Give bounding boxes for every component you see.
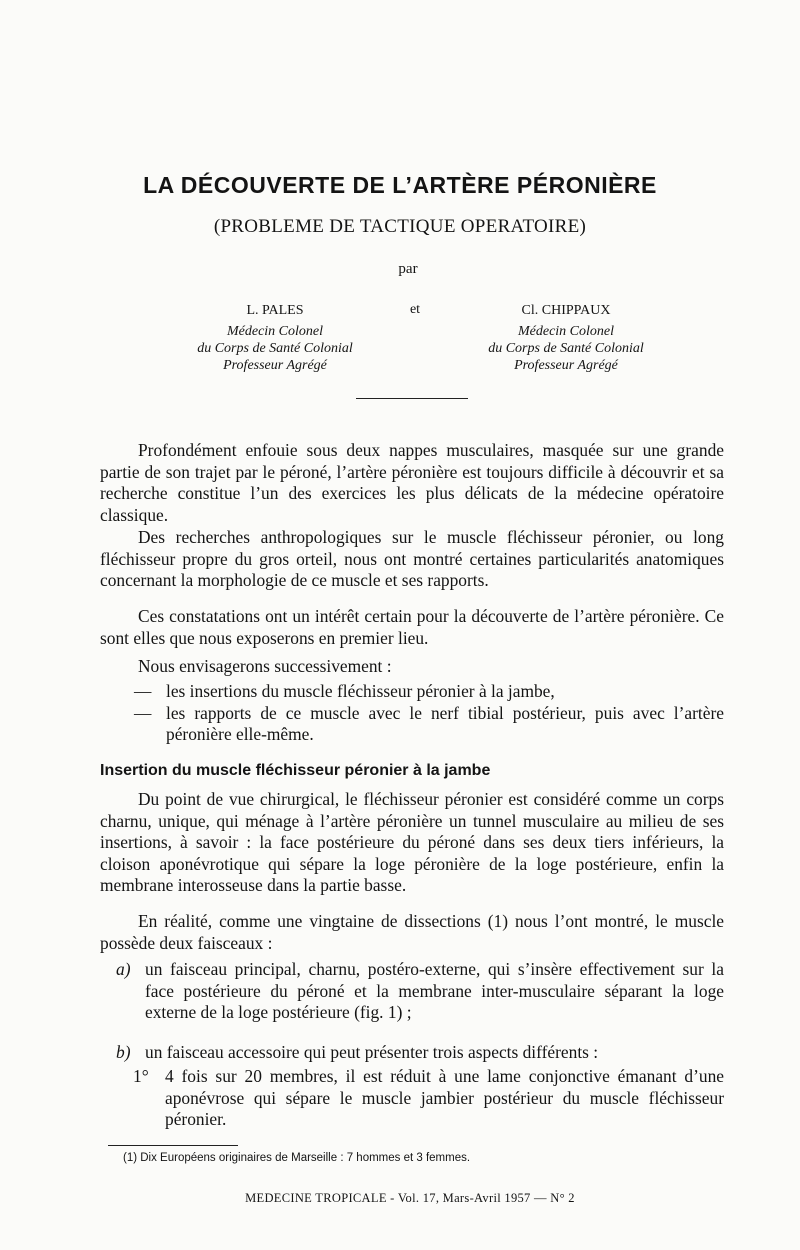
journal-footer: MEDECINE TROPICALE - Vol. 17, Mars-Avril 1957 — N° 2: [245, 1191, 575, 1205]
author-role: Médecin Colonel: [226, 324, 324, 339]
author-role: du Corps de Santé Colonial: [197, 341, 353, 356]
item-text: un faisceau accessoire qui peut présenter trois aspects différents :: [145, 1042, 599, 1062]
list-item-text: les insertions du muscle fléchisseur péronier à la jambe,: [166, 681, 555, 701]
paragraph: Des recherches anthropologiques sur le muscle fléchisseur péronier, ou long fléchisseur propre du gros orteil, nous ont montré certaines particularités anatomiques concernant la morphologie de ce muscle et ses rapports.: [100, 527, 724, 590]
paragraph: En réalité, comme une vingtaine de dissections (1) nous l’ont montré, le muscle possède deux faisceaux :: [100, 911, 724, 953]
item-text: 4 fois sur 20 membres, il est réduit à une lame conjonctive émanant d’une aponévrose qui sépare le muscle jambier postérieur du muscle fléchisseur péronier.: [165, 1066, 724, 1129]
author-role: du Corps de Santé Colonial: [488, 341, 644, 356]
author-role: Médecin Colonel: [517, 324, 615, 339]
footnote-divider: [108, 1145, 238, 1146]
paragraph: Profondément enfouie sous deux nappes musculaires, masquée sur une grande partie de son trajet par le péroné, l’artère péronière est toujours difficile à découvrir et sa recherche constitue l’un des exercices les plus délicats de la médecine opératoire classique.: [100, 440, 724, 525]
list-item: [134, 703, 724, 746]
dash-marker: —: [134, 681, 152, 701]
author-role: Professeur Agrégé: [514, 358, 618, 373]
paragraph: Ces constatations ont un intérêt certain pour la découverte de l’artère péronière. Ce sont elles que nous exposerons en premier lieu.: [100, 606, 724, 648]
dash-marker: —: [134, 702, 152, 723]
list-item-text: les rapports de ce muscle avec le nerf tibial postérieur, puis avec l’artère péronière elle-même.: [166, 702, 724, 744]
byline-par: par: [398, 261, 418, 277]
numbered-item: [133, 1066, 724, 1131]
paragraph: Nous envisagerons successivement :: [138, 656, 392, 676]
author-role: Professeur Agrégé: [223, 358, 327, 373]
section-heading: Insertion du muscle fléchisseur péronier à la jambe: [100, 762, 491, 779]
title-divider: [356, 398, 468, 399]
author-conjunction: et: [409, 302, 421, 317]
item-label: a): [116, 959, 131, 979]
dash-list: [134, 681, 724, 746]
article-title: LA DÉCOUVERTE DE L’ARTÈRE PÉRONIÈRE: [143, 172, 657, 198]
footnote: (1) Dix Européens originaires de Marseille : 7 hommes et 3 femmes.: [123, 1152, 471, 1164]
author-block-1: [145, 302, 405, 374]
author-name: Cl. CHIPPAUX: [521, 303, 611, 318]
item-label: 1°: [133, 1066, 149, 1086]
lettered-item: [116, 1042, 724, 1064]
lettered-item: [116, 959, 724, 1024]
author-block-2: [436, 302, 696, 374]
item-text: un faisceau principal, charnu, postéro-externe, qui s’insère effectivement sur la face postérieure du péroné et la membrane inter-musculaire séparant la loge externe de la loge postérieure (fig. 1) ;: [145, 959, 724, 1022]
paragraph: Du point de vue chirurgical, le fléchisseur péronier est considéré comme un corps charnu, unique, qui ménage à l’artère péronière un tunnel musculaire au milieu de ses insertions, à savoir : la face postérieure du péroné dans ses deux tiers inférieurs, la cloison aponévrotique qui sépare la loge péronière de la loge postérieure, enfin la membrane interosseuse dans la partie basse.: [100, 789, 724, 895]
list-item: [134, 681, 724, 703]
item-label: b): [116, 1042, 131, 1062]
author-name: L. PALES: [246, 303, 304, 318]
article-subtitle: (PROBLEME DE TACTIQUE OPERATOIRE): [213, 216, 587, 237]
